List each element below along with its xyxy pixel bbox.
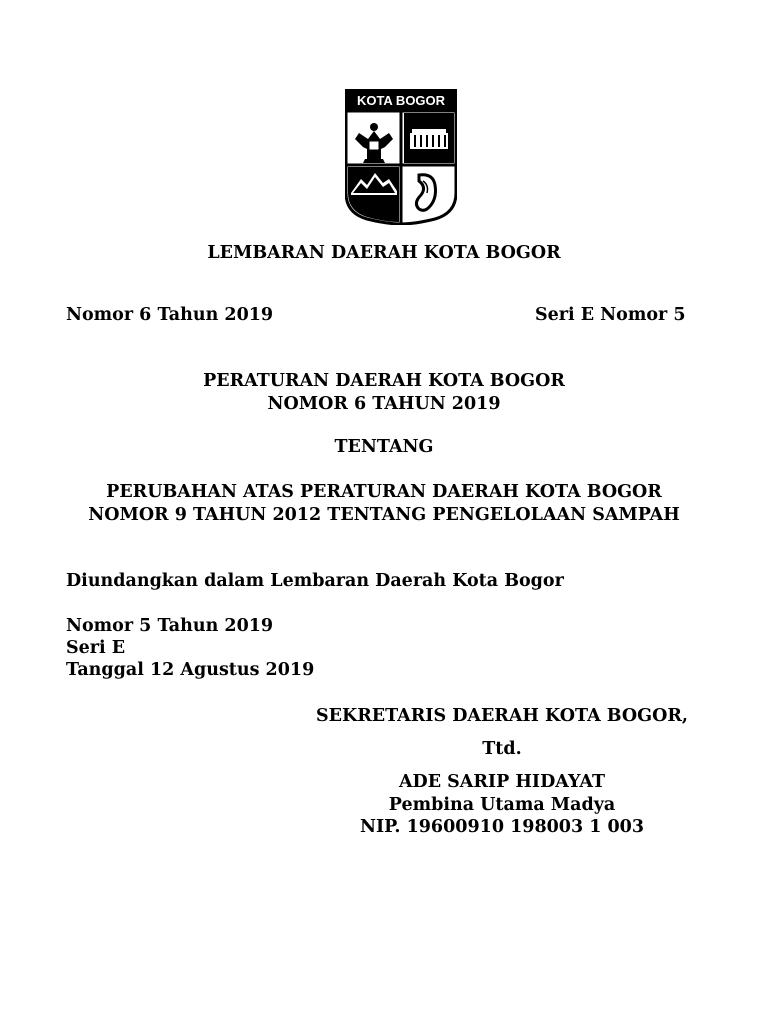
promulgation-date: Tanggal 12 Agustus 2019: [66, 660, 315, 680]
regulation-about: TENTANG: [334, 437, 434, 457]
signed-mark: Ttd.: [482, 739, 522, 759]
document-title: LEMBARAN DAERAH KOTA BOGOR: [207, 243, 561, 263]
regulation-number: NOMOR 6 TAHUN 2019: [267, 394, 501, 414]
regulation-title: PERATURAN DAERAH KOTA BOGOR: [203, 371, 565, 391]
promulgation-statement: Diundangkan dalam Lembaran Daerah Kota Bogor: [66, 571, 564, 591]
signatory-office: SEKRETARIS DAERAH KOTA BOGOR,: [316, 706, 688, 726]
kota-bogor-emblem: [345, 89, 457, 225]
gazette-series-number: Seri E Nomor 5: [535, 305, 686, 325]
regulation-subject-line1: PERUBAHAN ATAS PERATURAN DAERAH KOTA BOGOR: [106, 482, 662, 502]
gazette-number: Nomor 6 Tahun 2019: [66, 305, 274, 325]
promulgation-number: Nomor 5 Tahun 2019: [66, 616, 274, 636]
building-icon: [404, 113, 454, 163]
regulation-subject-line2: NOMOR 9 TAHUN 2012 TENTANG PENGELOLAAN SAMPAH: [88, 505, 680, 525]
emblem-label: KOTA BOGOR: [356, 93, 446, 108]
signatory-name: ADE SARIP HIDAYAT: [398, 772, 605, 792]
signatory-rank: Pembina Utama Madya: [388, 795, 616, 815]
signatory-nip: NIP. 19600910 198003 1 003: [359, 817, 645, 837]
promulgation-series: Seri E: [66, 638, 126, 658]
